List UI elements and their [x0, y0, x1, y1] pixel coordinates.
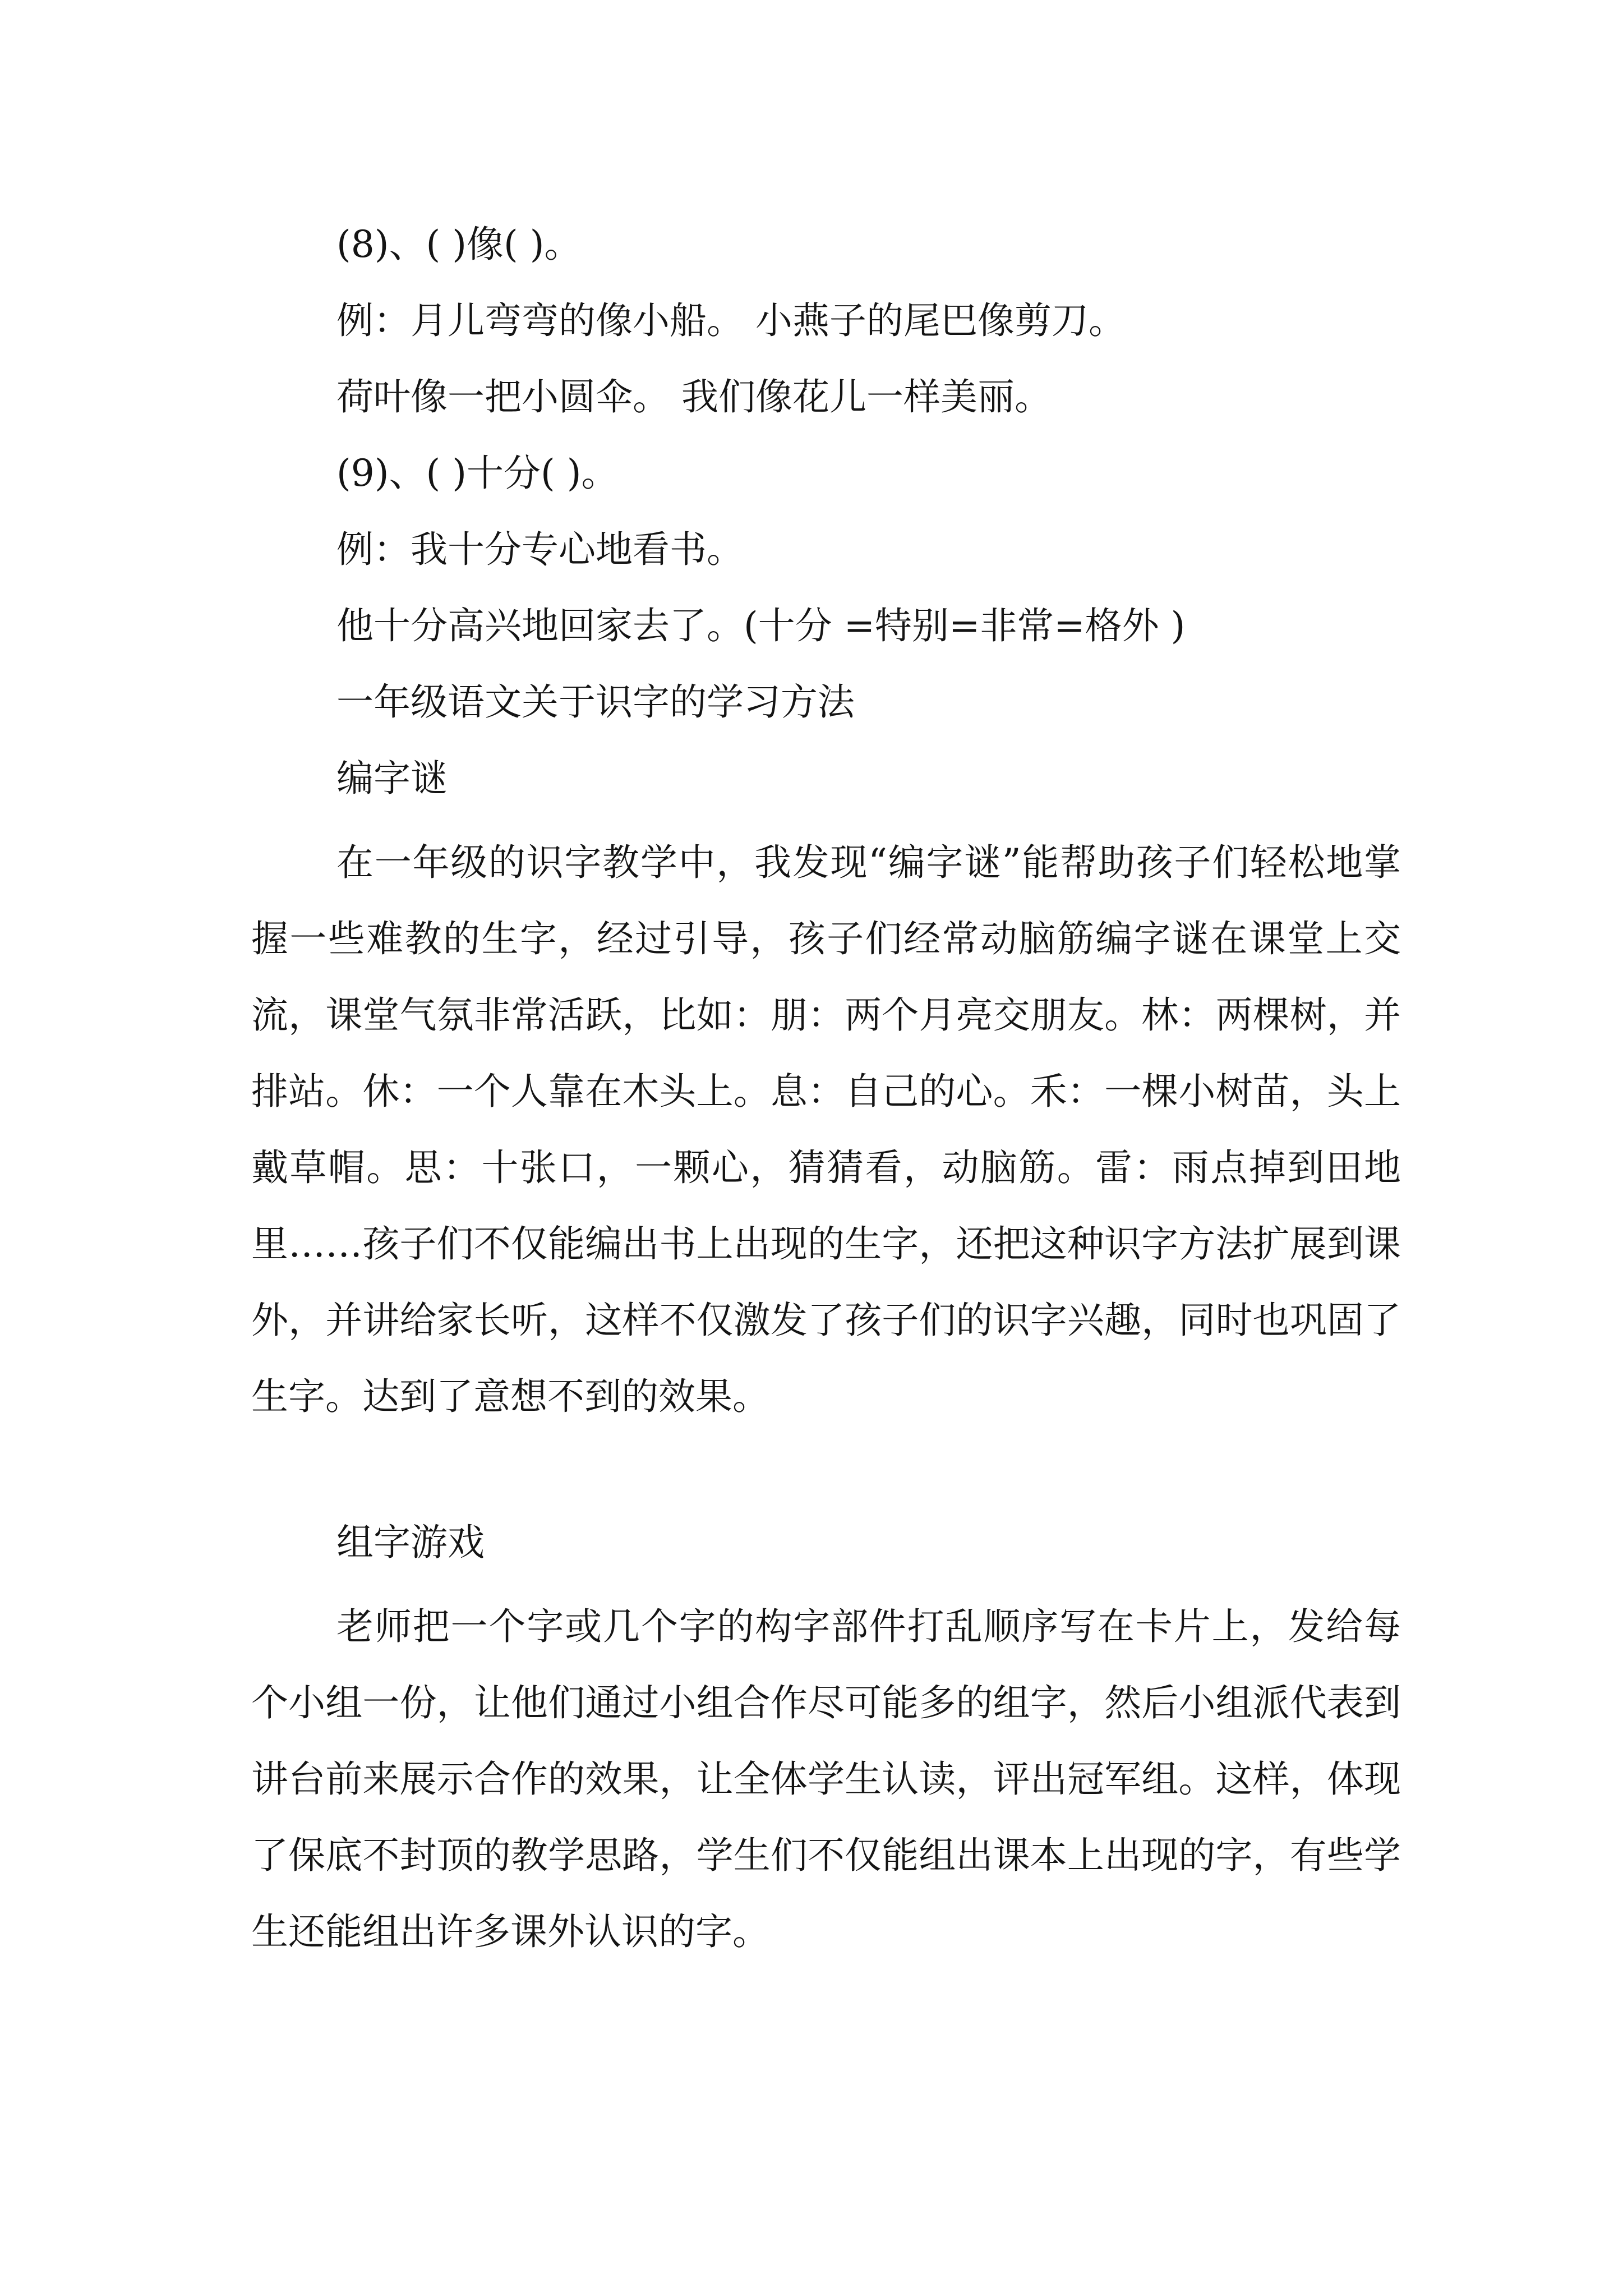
subheading-riddles: 编字谜 [336, 757, 448, 800]
paragraph-word-game: 老师把一个字或几个字的构字部件打乱顺序写在卡片上，发给每个小组一份，让他们通过小组合作尽可能多的组字，然后小组派代表到讲台前来展示合作的效果，让全体学生认读，评出冠军组。这样，体现了保底不封顶的教学思路，学生们不仅能组出课本上出现的字，有些学生还能组出许多课外认识的字。 [251, 1605, 1401, 1953]
subheading-word-game: 组字游戏 [336, 1521, 485, 1564]
exercise-9-example-2: 他十分高兴地回家去了。(十分 =特别=非常=格外 ) [336, 604, 1186, 647]
exercise-8-example-1: 例：月儿弯弯的像小船。 小燕子的尾巴像剪刀。 [336, 299, 1126, 342]
section-heading: 一年级语文关于识字的学习方法 [336, 680, 855, 724]
exercise-9-example-1: 例：我十分专心地看书。 [336, 528, 744, 571]
paragraph-riddles: 在一年级的识字教学中，我发现“编字谜”能帮助孩子们轻松地掌握一些难教的生字，经过引导，孩子们经常动脑筋编字谜在课堂上交流，课堂气氛非常活跃，比如：朋：两个月亮交朋友。林：两棵树，并排站。休：一个人靠在木头上。息：自己的心。禾：一棵小树苗，头上戴草帽。思：十张口，一颗心，猜猜看，动脑筋。雷：雨点掉到田地里……孩子们不仅能编出书上出现的生字，还把这种识字方法扩展到课外，并讲给家长听，这样不仅激发了孩子们的识字兴趣，同时也巩固了生字。达到了意想不到的效果。 [251, 841, 1401, 1418]
exercise-9-pattern: (9)、( )十分( )。 [336, 452, 619, 495]
exercise-8-pattern: (8)、( )像( )。 [336, 223, 582, 266]
exercise-8-example-2: 荷叶像一把小圆伞。 我们像花儿一样美丽。 [336, 375, 1052, 418]
